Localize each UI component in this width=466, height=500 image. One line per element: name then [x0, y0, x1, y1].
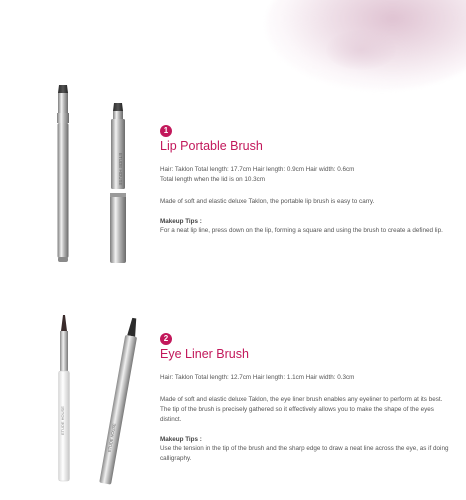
makeup-tips-text: For a neat lip line, press down on the lip, forming a square and using the brush to create a defined lip. [160, 227, 443, 234]
lip-brush-image [40, 85, 150, 265]
makeup-tips-heading: Makeup Tips : [160, 218, 202, 225]
specs-line-lid: Total length when the lid is on 10.3cm [160, 176, 266, 183]
number-badge: 2 [160, 333, 172, 345]
number-badge: 1 [160, 125, 172, 137]
eyeliner-brush-info [160, 328, 450, 464]
makeup-tips-heading: Makeup Tips : [160, 436, 202, 443]
eyeliner-brush-image [40, 315, 150, 490]
product-title: Lip Portable Brush [160, 139, 263, 153]
lip-brush-info [160, 120, 450, 236]
svg-text:ETUDE HOUSE: ETUDE HOUSE [118, 153, 123, 186]
product-description: Made of soft and elastic deluxe Taklon, the eye liner brush enables any eyeliner to perform at its best. The tip of the brush is precisely gathered so it effectively allows you to make the shape of the eyes distinct. [160, 396, 443, 423]
product-title: Eye Liner Brush [160, 347, 249, 361]
makeup-tips-text: Use the tension in the tip of the brush and the sharp edge to draw a neat line across the eye, as if doing calligraphy. [160, 445, 449, 462]
svg-text:ETUDE HOUSE: ETUDE HOUSE [106, 422, 117, 453]
specs-line: Hair: Taklon Total length: 12.7cm Hair length: 1.1cm Hair width: 0.3cm [160, 374, 355, 381]
svg-text:ETUDE HOUSE: ETUDE HOUSE [60, 406, 65, 435]
product-description: Made of soft and elastic deluxe Taklon, the portable lip brush is easy to carry. [160, 198, 375, 205]
specs-line: Hair: Taklon Total length: 17.7cm Hair length: 0.9cm Hair width: 0.6cm [160, 166, 355, 173]
eyeliner-brush-section [0, 300, 466, 500]
